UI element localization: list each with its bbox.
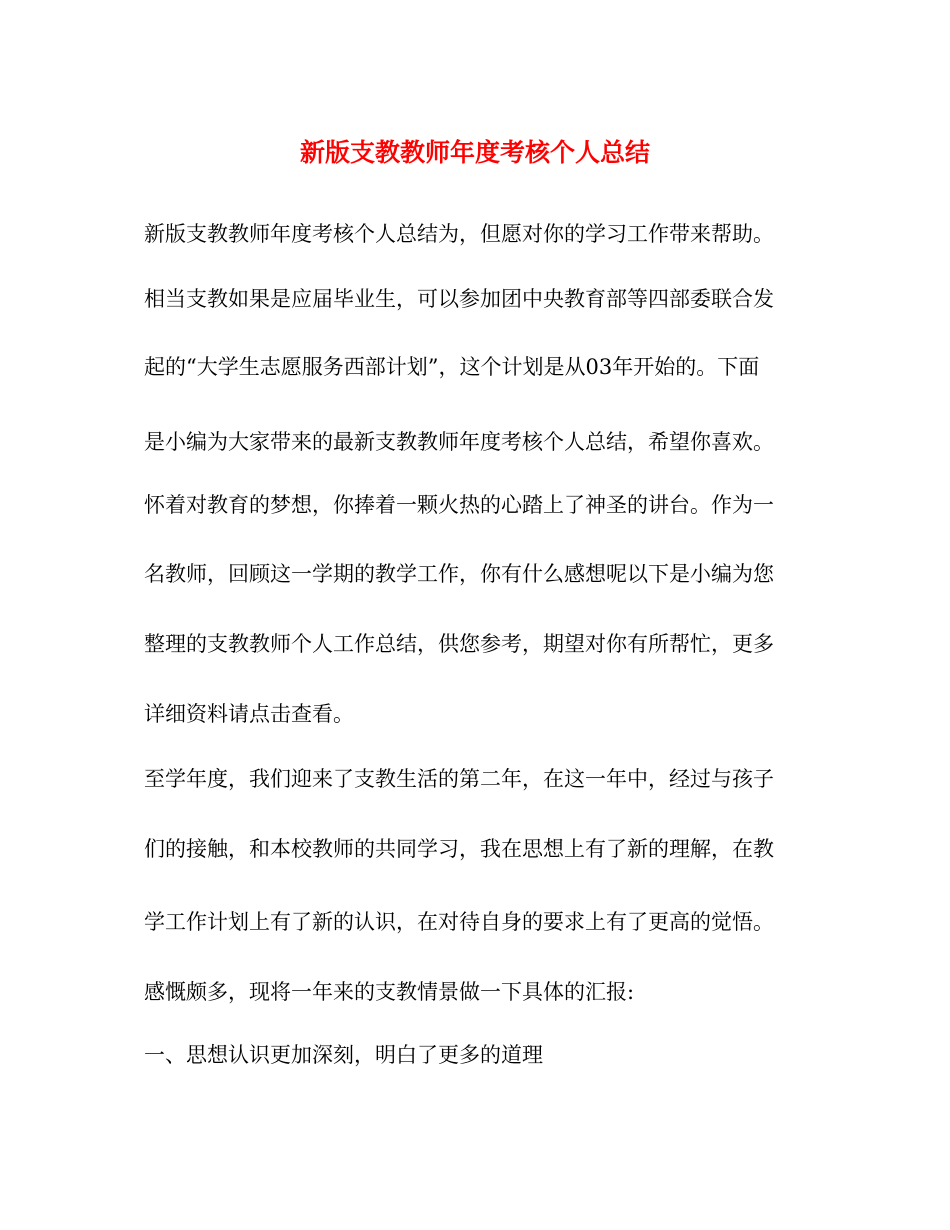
paragraph-line: 相当支教如果是应届毕业生，可以参加团中央教育部等四部委联合发 <box>144 287 774 311</box>
paragraph-line: 起的“大学生志愿服务西部计划”，这个计划是从03年开始的。下面 <box>144 355 760 379</box>
paragraph-line: 们的接触，和本校教师的共同学习，我在思想上有了新的理解，在教 <box>144 837 774 861</box>
paragraph-line: 至学年度，我们迎来了支教生活的第二年，在这一年中，经过与孩子 <box>144 767 774 791</box>
paragraph-line: 新版支教教师年度考核个人总结为，但愿对你的学习工作带来帮助。 <box>144 222 774 246</box>
paragraph-line: 一、思想认识更加深刻，明白了更多的道理 <box>144 1043 543 1067</box>
paragraph-line: 怀着对教育的梦想，你捧着一颗火热的心踏上了神圣的讲台。作为一 <box>144 493 774 517</box>
paragraph-line: 学工作计划上有了新的认识，在对待自身的要求上有了更高的觉悟。 <box>144 910 774 934</box>
paragraph-line: 名教师，回顾这一学期的教学工作，你有什么感想呢以下是小编为您 <box>144 562 774 586</box>
paragraph-line: 是小编为大家带来的最新支教教师年度考核个人总结，希望你喜欢。 <box>144 430 774 454</box>
paragraph-line: 感慨颇多，现将一年来的支教情景做一下具体的汇报: <box>144 980 635 1004</box>
document-title: 新版支教教师年度考核个人总结 <box>299 138 650 167</box>
paragraph-line: 整理的支教教师个人工作总结，供您参考，期望对你有所帮忙，更多 <box>144 632 774 656</box>
paragraph-line: 详细资料请点击查看。 <box>144 702 354 726</box>
